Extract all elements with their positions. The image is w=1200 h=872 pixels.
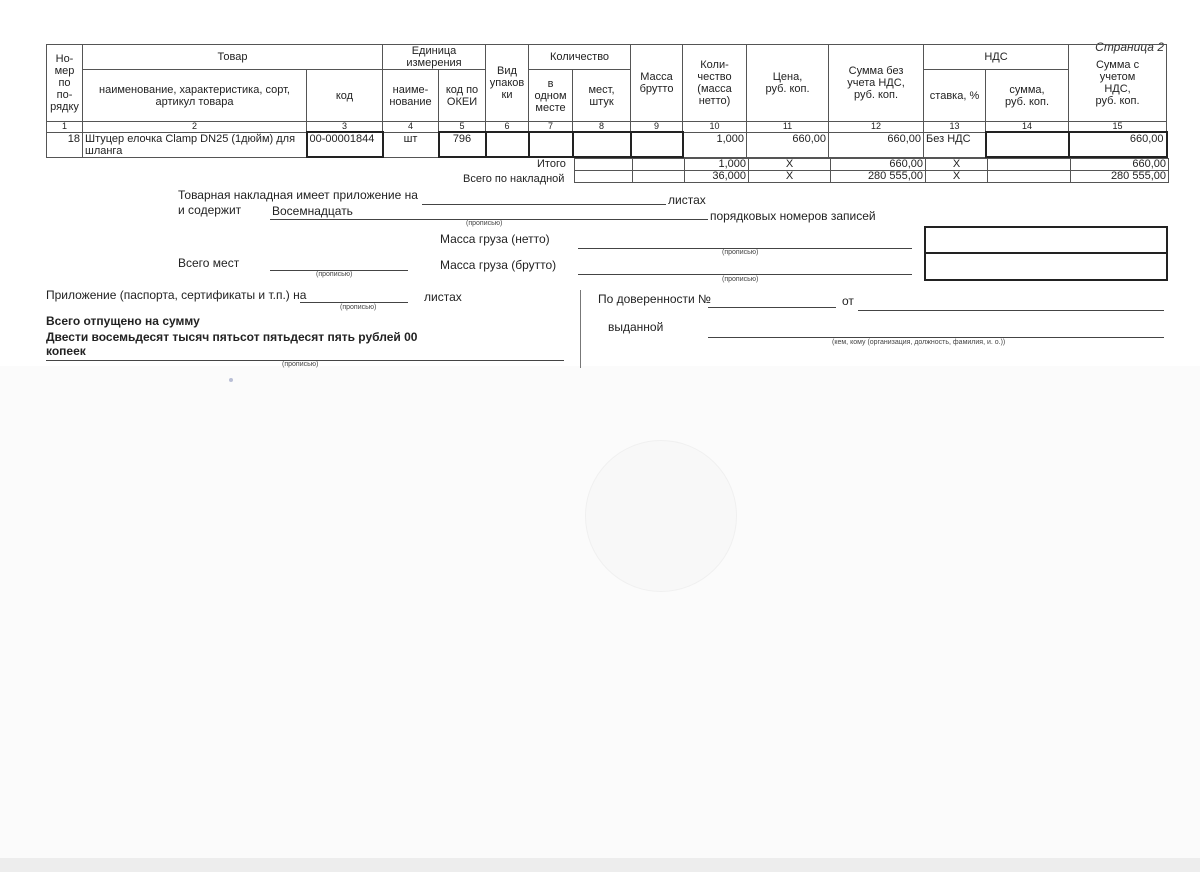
item-price: 660,00 [747, 132, 829, 157]
header-vat: НДС [924, 45, 1069, 70]
header-places: мест, штук [573, 70, 631, 122]
col-num: 1 [47, 122, 83, 133]
item-qty: 1,000 [683, 132, 747, 157]
vsego-gross [633, 171, 685, 183]
propisyu-caption: (прописью) [722, 249, 759, 256]
vsego-rate: X [926, 171, 988, 183]
header-vat-rate: ставка, % [924, 70, 986, 122]
itogo-total: 660,00 [1071, 159, 1169, 171]
itogo-row [575, 159, 1169, 171]
itogo-label: Итого [537, 158, 566, 170]
contains-label: и содержит [178, 203, 242, 217]
issued-to-caption: (кем, кому (организация, должность, фамилия, и. о.)) [832, 339, 1006, 346]
propisyu-caption: (прописью) [340, 304, 377, 311]
col-num: 7 [529, 122, 573, 133]
ordinal-records-label: порядковых номеров записей [710, 209, 876, 223]
item-sum-no-vat: 660,00 [829, 132, 924, 157]
item-okei: 796 [439, 132, 486, 157]
itogo-price: X [749, 159, 831, 171]
vsego-total: 280 555,00 [1071, 171, 1169, 183]
header-quantity: Количество [529, 45, 631, 70]
propisyu-caption: (прописью) [282, 361, 319, 368]
net-mass-label: Масса груза (нетто) [440, 232, 550, 246]
table-row [47, 132, 1167, 157]
vsego-label: Всего по накладной [463, 173, 565, 185]
vsego-qty: 36,000 [685, 171, 749, 183]
from-label: от [842, 294, 854, 308]
header-vat-sum: сумма, руб. коп. [986, 70, 1069, 122]
documents-sheets-line [300, 302, 408, 303]
released-sum-words: Двести восемьдесят тысяч пятьсот пятьдесят пять рублей 00 копеек [46, 330, 418, 358]
col-num: 3 [307, 122, 383, 133]
issued-to-line [708, 337, 1164, 338]
power-of-attorney-label: По доверенности № [598, 292, 711, 306]
col-num: 15 [1069, 122, 1167, 133]
scan-edge [0, 858, 1200, 872]
itogo-gross [633, 159, 685, 171]
header-gross-mass: Масса брутто [631, 45, 683, 122]
attorney-number-line [708, 307, 836, 308]
issued-label: выданной [608, 320, 664, 334]
gross-mass-line [578, 274, 912, 275]
vsego-price: X [749, 171, 831, 183]
header-okei: код по ОКЕИ [439, 70, 486, 122]
released-sum-label: Всего отпущено на сумму [46, 314, 200, 328]
header-unit: Единица измерения [383, 45, 486, 70]
documents-attachment-label: Приложение (паспорта, сертификаты и т.п.) на [46, 288, 307, 302]
col-num: 9 [631, 122, 683, 133]
col-num: 10 [683, 122, 747, 133]
propisyu-caption: (прописью) [722, 276, 759, 283]
ink-dot [229, 378, 233, 382]
header-in-one-place: в одном месте [529, 70, 573, 122]
vsego-sum: 280 555,00 [831, 171, 926, 183]
itogo-sum: 660,00 [831, 159, 926, 171]
header-price: Цена, руб. коп. [747, 45, 829, 122]
vertical-divider [580, 290, 581, 368]
propisyu-caption: (прописью) [316, 271, 353, 278]
header-goods: Товар [83, 45, 383, 70]
col-num: 13 [924, 122, 986, 133]
goods-table [46, 44, 1168, 158]
item-sum-with-vat: 660,00 [1069, 132, 1167, 157]
records-count-words: Восемнадцать [272, 204, 353, 218]
item-number: 18 [47, 132, 83, 157]
header-sum-with-vat: Сумма с учетом НДС, руб. коп. [1069, 45, 1167, 122]
scan-background [0, 366, 1200, 858]
item-unit: шт [383, 132, 439, 157]
col-num: 5 [439, 122, 486, 133]
header-net-quantity: Коли- чество (масса нетто) [683, 45, 747, 122]
itogo-vat-sum [988, 159, 1071, 171]
col-num: 6 [486, 122, 529, 133]
itogo-qty: 1,000 [685, 159, 749, 171]
sheets-label: листах [668, 193, 706, 207]
column-numbers-row [47, 122, 1167, 133]
item-in-one-place [529, 132, 573, 157]
col-num: 14 [986, 122, 1069, 133]
attachment-sheets-line [422, 204, 666, 205]
attachment-label: Товарная накладная имеет приложение на [178, 188, 418, 202]
header-name: наименование, характеристика, сорт, артикул товара [83, 70, 307, 122]
item-package [486, 132, 529, 157]
header-package-type: Вид упаков ки [486, 45, 529, 122]
total-places-label: Всего мест [178, 256, 240, 270]
gross-mass-label: Масса груза (брутто) [440, 258, 557, 272]
page-label: Страница 2 [1095, 40, 1164, 54]
net-mass-box [924, 226, 1168, 254]
item-places [573, 132, 631, 157]
item-vat-sum [986, 132, 1069, 157]
header-sum-no-vat: Сумма без учета НДС, руб. коп. [829, 45, 924, 122]
col-num: 4 [383, 122, 439, 133]
col-num: 8 [573, 122, 631, 133]
faint-stamp-mark [585, 440, 737, 592]
item-gross [631, 132, 683, 157]
attorney-date-line [858, 310, 1164, 311]
item-name: Штуцер елочка Clamp DN25 (1дюйм) для шланга [83, 132, 307, 157]
header-row-number: Но- мер по по- рядку [47, 45, 83, 122]
col-num: 12 [829, 122, 924, 133]
itogo-rate: X [926, 159, 988, 171]
itogo-places [575, 159, 633, 171]
col-num: 11 [747, 122, 829, 133]
sheets-label-2: листах [424, 290, 462, 304]
col-num: 2 [83, 122, 307, 133]
vsego-vat-sum [988, 171, 1071, 183]
vsego-row [575, 171, 1169, 183]
header-unit-name: наиме- нование [383, 70, 439, 122]
gross-mass-box [924, 252, 1168, 281]
item-vat-rate: Без НДС [924, 132, 986, 157]
vsego-places [575, 171, 633, 183]
header-code: код [307, 70, 383, 122]
totals-table [574, 158, 1169, 183]
propisyu-caption: (прописью) [466, 220, 503, 227]
item-code: 00-00001844 [307, 132, 383, 157]
